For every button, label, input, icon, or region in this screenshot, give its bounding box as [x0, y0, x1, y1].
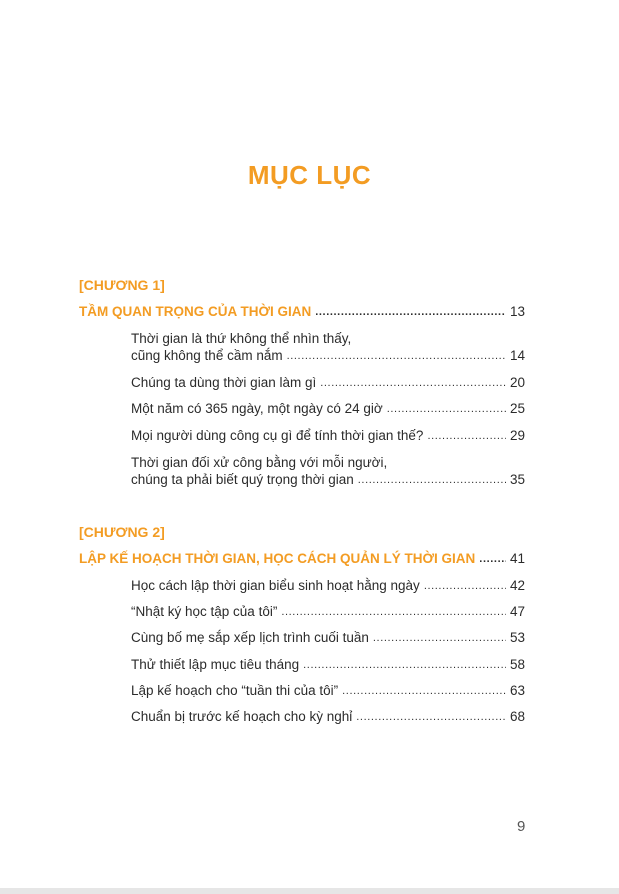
toc-entry[interactable] [131, 427, 525, 444]
dot-leader [479, 553, 506, 567]
toc-entry-text: Thử thiết lập mục tiêu tháng [131, 657, 300, 672]
toc-entry[interactable] [131, 603, 525, 620]
dot-leader [315, 306, 506, 320]
toc-chapter-1-title[interactable] [79, 303, 525, 320]
page-number-footer: 9 [517, 818, 526, 835]
toc-entry-text: Lập kế hoạch cho “tuần thi của tôi” [131, 683, 339, 698]
toc-page-number: 47 [509, 604, 525, 619]
toc-page-number: 29 [509, 428, 525, 443]
dot-leader [281, 606, 506, 620]
toc-entry-text: chúng ta phải biết quý trọng thời gian [131, 472, 354, 487]
toc-entry-text: Học cách lập thời gian biểu sinh hoạt hằng ngày [131, 578, 420, 593]
toc-entry-text: Cùng bố mẹ sắp xếp lịch trình cuối tuần [131, 630, 369, 645]
toc-entry[interactable] [131, 400, 525, 417]
toc-entry[interactable] [131, 682, 525, 699]
toc-page-number: 14 [509, 348, 525, 363]
dot-leader [342, 685, 506, 699]
toc-entry-text: Một năm có 365 ngày, một ngày có 24 giờ [131, 401, 383, 416]
toc-entry[interactable] [131, 656, 525, 673]
toc-entry[interactable] [131, 708, 525, 725]
dot-leader [287, 350, 506, 364]
toc-entry[interactable] [131, 577, 525, 594]
toc-entry-text: cũng không thể cầm nắm [131, 348, 283, 363]
toc-chapter-title-text: LẬP KẾ HOẠCH THỜI GIAN, HỌC CÁCH QUẢN LÝ THỜI GIAN [79, 551, 476, 566]
dot-leader [424, 580, 506, 594]
toc-entry-text: “Nhật ký học tập của tôi” [131, 604, 278, 619]
toc-page-number: 25 [509, 401, 525, 416]
toc-page-number: 13 [509, 304, 525, 319]
toc-entry-text: Mọi người dùng công cụ gì để tính thời gian thế? [131, 428, 424, 443]
toc-page-number: 58 [509, 657, 525, 672]
dot-leader [427, 430, 506, 444]
dot-leader [387, 403, 506, 417]
toc-page-number: 42 [509, 578, 525, 593]
toc-entry[interactable] [131, 629, 525, 646]
page-edge-divider [0, 888, 619, 894]
toc-entry-text: Chúng ta dùng thời gian làm gì [131, 375, 317, 390]
toc-entry[interactable] [131, 374, 525, 391]
toc-page-number: 63 [509, 683, 525, 698]
toc-entry[interactable] [131, 471, 525, 488]
toc-page-number: 41 [509, 551, 525, 566]
chapter-2-label: [CHƯƠNG 2] [79, 524, 165, 540]
dot-leader [303, 659, 506, 673]
toc-chapter-2-title[interactable] [79, 550, 525, 567]
toc-entry-text: Chuẩn bị trước kế hoạch cho kỳ nghỉ [131, 709, 353, 724]
toc-page-number: 68 [509, 709, 525, 724]
toc-entry-line: Thời gian đối xử công bằng với mỗi người, [131, 455, 388, 470]
toc-page-number: 20 [509, 375, 525, 390]
toc-page-number: 53 [509, 630, 525, 645]
dot-leader [356, 711, 506, 725]
toc-entry-line: Thời gian là thứ không thể nhìn thấy, [131, 331, 352, 346]
toc-chapter-title-text: TẦM QUAN TRỌNG CỦA THỜI GIAN [79, 304, 312, 319]
dot-leader [320, 377, 506, 391]
toc-page-number: 35 [509, 472, 525, 487]
page-title: MỤC LỤC [247, 160, 372, 190]
dot-leader [373, 632, 506, 646]
dot-leader [358, 474, 506, 488]
chapter-1-label: [CHƯƠNG 1] [79, 277, 165, 293]
toc-entry[interactable] [131, 347, 525, 364]
